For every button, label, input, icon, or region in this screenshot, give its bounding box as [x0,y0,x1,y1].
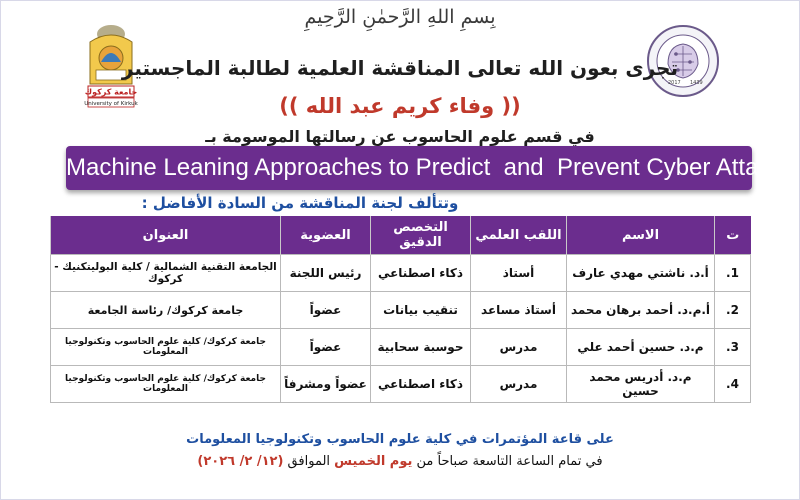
cell-title: مدرس [471,366,567,403]
basmala: بِسمِ اللهِ الرَّحمٰنِ الرَّحِيمِ [304,6,496,28]
committee-intro: وتتألف لجنة المناقشة من السادة الأفاضل : [141,194,459,212]
cell-name: أ.م.د. أحمد برهان محمد [567,292,715,329]
cell-role: رئيس اللجنة [281,255,371,292]
cell-specialty: ذكاء اصطناعي [371,366,471,403]
venue-line: على قاعة المؤتمرات في كلية علوم الحاسوب وتكنولوجيا المعلومات [186,432,614,447]
cell-num: 4. [715,366,751,403]
col-header-role: العضوية [281,216,371,255]
col-header-title: اللقب العلمي [471,216,567,255]
cell-role: عضواً [281,292,371,329]
cell-address: جامعة كركوك/ كلية علوم الحاسوب وتكنولوجيا المعلومات [51,366,281,403]
cell-specialty: ذكاء اصطناعي [371,255,471,292]
table-row [51,366,751,403]
col-header-num: ت [715,216,751,255]
table-row [51,292,751,329]
col-header-address: العنوان [51,216,281,255]
day-label: يوم الخميس [334,454,413,469]
table-row [51,329,751,366]
announcement-line: تجرى بعون الله تعالى المناقشة العلمية لطالبة الماجستير [121,56,679,80]
logo-left-label: جامعة كركوك [84,87,138,97]
table-header-row [51,216,751,255]
seal-year-left: 2017 [668,80,681,86]
cell-name: أ.د. ناشتي مهدي عارف [567,255,715,292]
cell-address: جامعة كركوك/ رئاسة الجامعة [51,292,281,329]
col-header-specialty: التخصص الدقيق [371,216,471,255]
department-line: في قسم علوم الحاسوب عن رسالتها الموسومة بـ [205,127,595,146]
time-line [0,454,800,469]
cell-num: 3. [715,329,751,366]
cell-address: الجامعة التقنية الشمالية / كلية البوليتكنيك - كركوك [51,255,281,292]
seal-year-right: 1439 [690,80,703,86]
committee-table [50,216,751,403]
cell-num: 1. [715,255,751,292]
logo-left-label-en: University of Kirkuk [84,101,138,107]
thesis-title-banner: Machine Leaning Approaches to Predict and Prevent Cyber Attacks [66,146,752,190]
cell-title: مدرس [471,329,567,366]
cell-title: أستاذ [471,255,567,292]
cell-role: عضواً ومشرفاً [281,366,371,403]
cell-role: عضواً [281,329,371,366]
cell-name: م.د. أدريس محمد حسين [567,366,715,403]
cell-name: م.د. حسين أحمد علي [567,329,715,366]
cell-num: 2. [715,292,751,329]
table-row [51,255,751,292]
cell-address: جامعة كركوك/ كلية علوم الحاسوب وتكنولوجيا المعلومات [51,329,281,366]
col-header-name: الاسم [567,216,715,255]
cell-title: أستاذ مساعد [471,292,567,329]
cell-specialty: حوسبة سحابية [371,329,471,366]
date-prefix: الموافق [283,454,335,469]
student-name: (( وفاء كريم عبد الله )) [279,94,521,118]
cell-specialty: تنقيب بيانات [371,292,471,329]
date-value: (١٢/ ٢/ ٢٠٢٦) [197,454,284,469]
time-prefix: في تمام الساعة التاسعة صباحاً من [412,454,603,469]
